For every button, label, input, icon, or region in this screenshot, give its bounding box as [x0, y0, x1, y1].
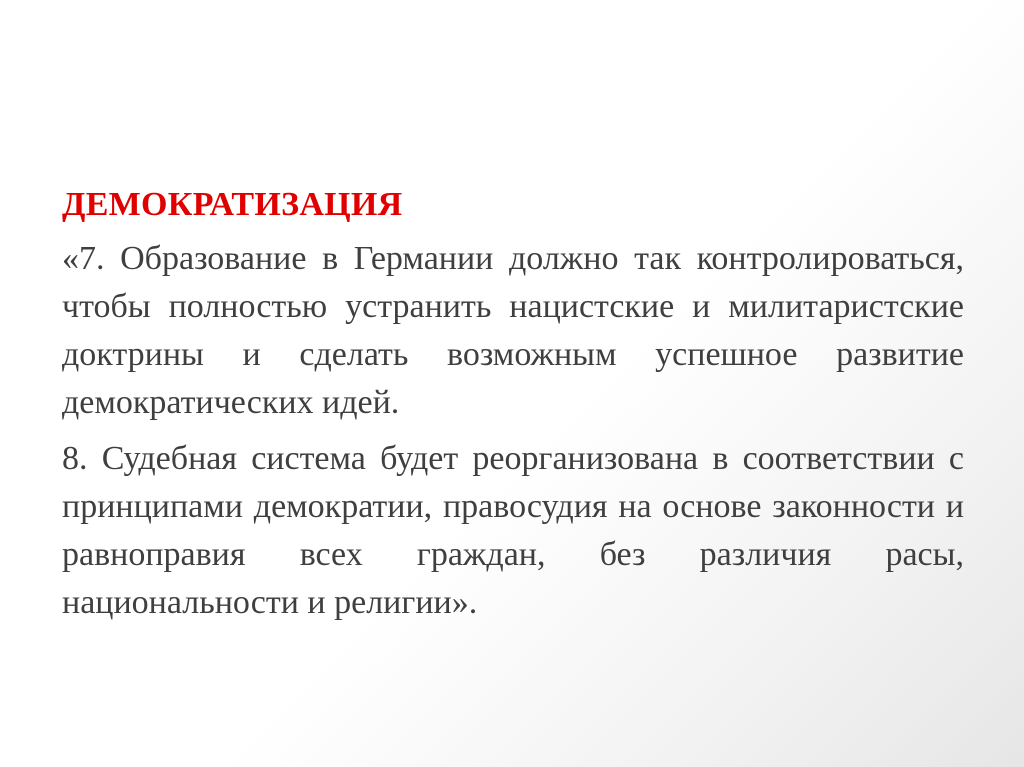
paragraph-education: «7. Образование в Германии должно так контролироваться, чтобы полностью устранить нацистские и милитаристские доктрины и сделать возможным успешное развитие демократических идей.: [62, 240, 964, 421]
paragraph-judiciary: 8. Судебная система будет реорганизована в соответствии с принципами демократии, правосудия на основе законности и равноправия всех граждан, без различия расы, национальности и религии».: [62, 440, 964, 621]
slide-content: [62, 183, 964, 635]
slide-heading: ДЕМОКРАТИЗАЦИЯ: [62, 186, 403, 223]
